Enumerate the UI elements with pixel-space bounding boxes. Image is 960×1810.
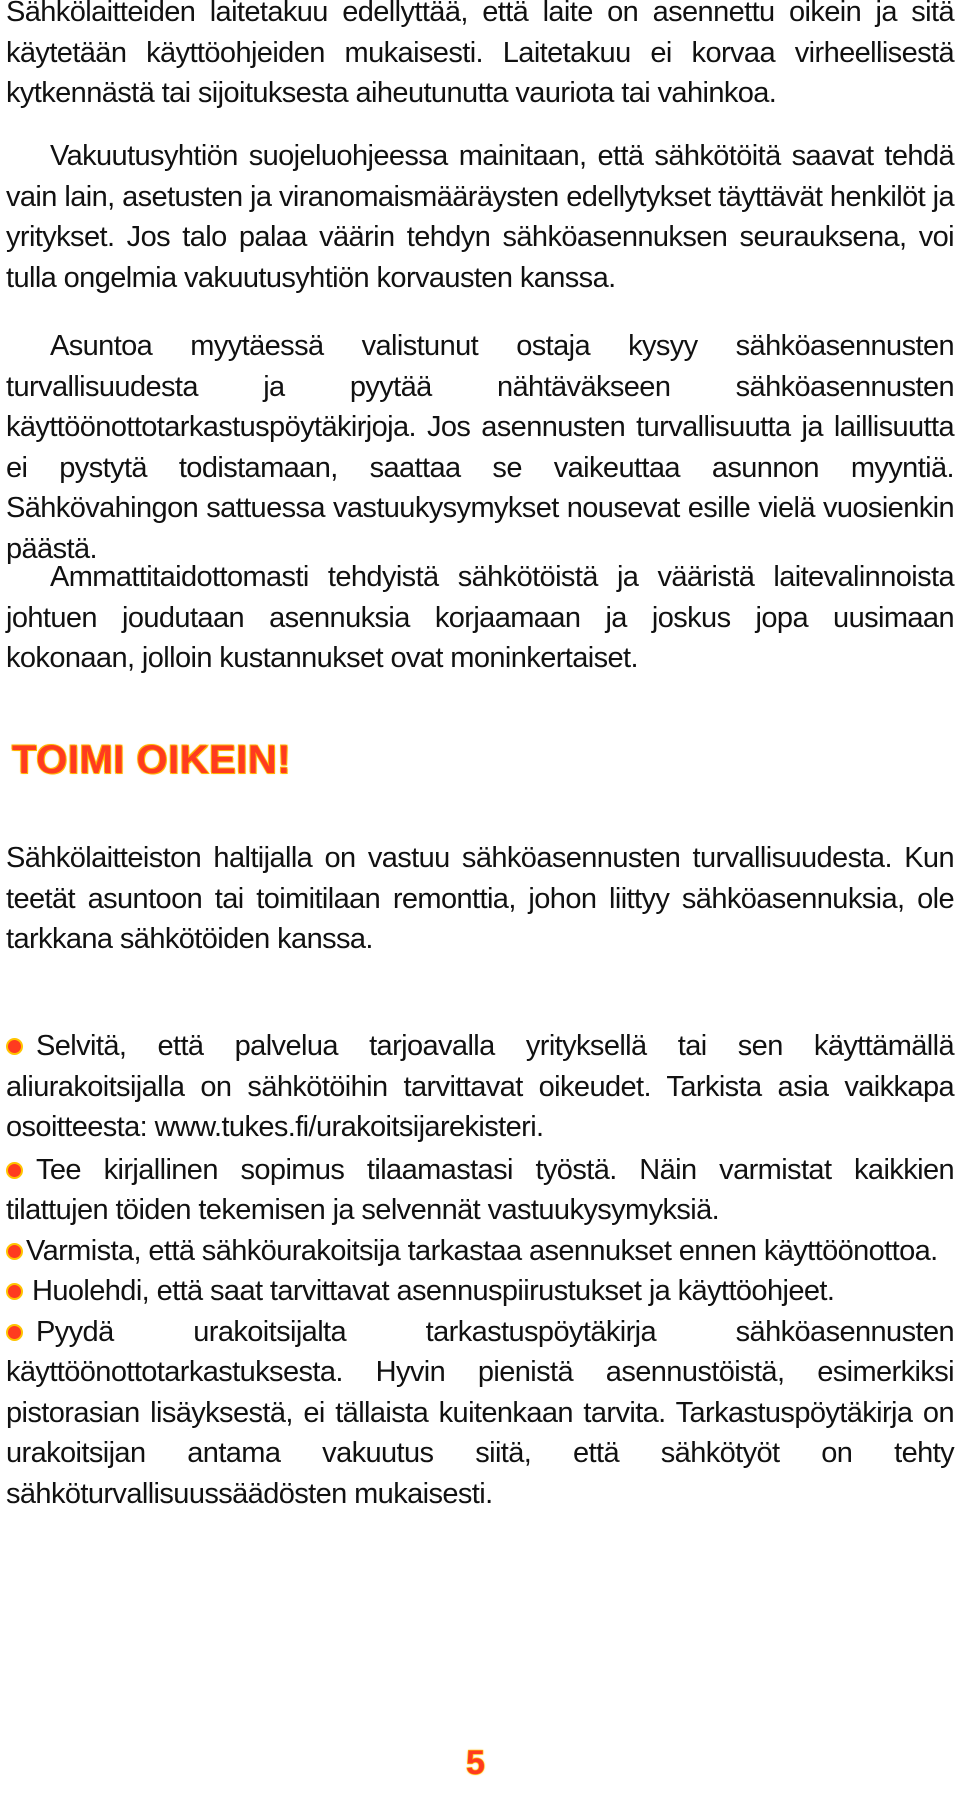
bullet-icon — [6, 1038, 23, 1055]
list-item-text: Pyydä urakoitsijalta tarkastuspöytäkirja sähköasennusten käyttöönottotarkastuksesta. Hyvin pienistä asennustöistä, esimerkiksi pistorasian lisäyksestä, ei tällaista kuitenkaan tarvita. Tarkastuspöytäkirja on urakoitsijan antama vakuutus siitä, että sähkötyöt on tehty sähköturvallisuussäädösten mukaisesti. — [6, 1315, 954, 1510]
list-item-text: Huolehdi, että saat tarvittavat asennuspiirustukset ja käyttöohjeet. — [32, 1275, 835, 1307]
list-item — [6, 1231, 954, 1272]
bullet-icon — [6, 1162, 23, 1179]
section-heading: TOIMI OIKEIN! — [12, 738, 292, 782]
paragraph-costs: Ammattitaidottomasti tehdyistä sähkötöistä ja vääristä laitevalinnoista johtuen joudutaan asennuksia korjaamaan ja joskus jopa uusimaan kokonaan, jolloin kustannukset ovat moninkertaiset. — [6, 561, 954, 674]
list-item — [6, 1271, 954, 1312]
bullet-icon — [6, 1243, 23, 1260]
list-item — [6, 1312, 954, 1515]
checklist — [6, 1026, 954, 1514]
list-item-text: Selvitä, että palvelua tarjoavalla yrityksellä tai sen käyttämällä aliurakoitsijalla on sähkötöihin tarvittavat oikeudet. Tarkista asia vaikkapa osoitteesta: www.tukes.fi/urakoitsijarekisteri. — [6, 1030, 954, 1143]
list-item — [6, 1026, 954, 1148]
paragraph-insurance: Vakuutusyhtiön suojeluohjeessa mainitaan, että sähkötöitä saavat tehdä vain lain, asetusten ja viranomaismääräysten edellytykset täyttävät henkilöt ja yritykset. Jos talo palaa väärin tehdyn sähköasennuksen seurauksena, voi tulla ongelmia vakuutusyhtiön korvausten kanssa. — [6, 140, 954, 294]
list-item-text: Tee kirjallinen sopimus tilaamastasi työstä. Näin varmistat kaikkien tilattujen töiden tekemisen ja selvennät vastuukysymyksiä. — [6, 1153, 954, 1226]
list-item — [6, 1150, 954, 1231]
paragraph-warranty: Sähkölaitteiden laitetakuu edellyttää, että laite on asennettu oikein ja sitä käytetään käyttöohjeiden mukaisesti. Laitetakuu ei korvaa virheellisestä kytkennästä tai sijoituksesta aiheutunutta vauriota tai vahinkoa. — [6, 0, 954, 109]
paragraph-home-sale: Asuntoa myytäessä valistunut ostaja kysyy sähköasennusten turvallisuudesta ja pyytää nähtäväkseen sähköasennusten käyttöönottotarkastuspöytäkirjoja. Jos asennusten turvallisuutta ja laillisuutta ei pystytä todistamaan, saattaa se vaikeuttaa asunnon myyntiä. Sähkövahingon sattuessa vastuukysymykset nousevat esille vielä vuosienkin päästä. — [6, 330, 954, 565]
page-number: 5 — [466, 1744, 485, 1782]
list-item-text: Varmista, että sähköurakoitsija tarkastaa asennukset ennen käyttöönottoa. — [26, 1234, 938, 1267]
paragraph-responsibility: Sähkölaitteiston haltijalla on vastuu sähköasennusten turvallisuudesta. Kun teetät asuntoon tai toimitilaan remonttia, johon liittyy sähköasennuksia, ole tarkkana sähkötöiden kanssa. — [6, 842, 954, 955]
bullet-icon — [6, 1324, 23, 1341]
bullet-icon — [6, 1283, 23, 1300]
